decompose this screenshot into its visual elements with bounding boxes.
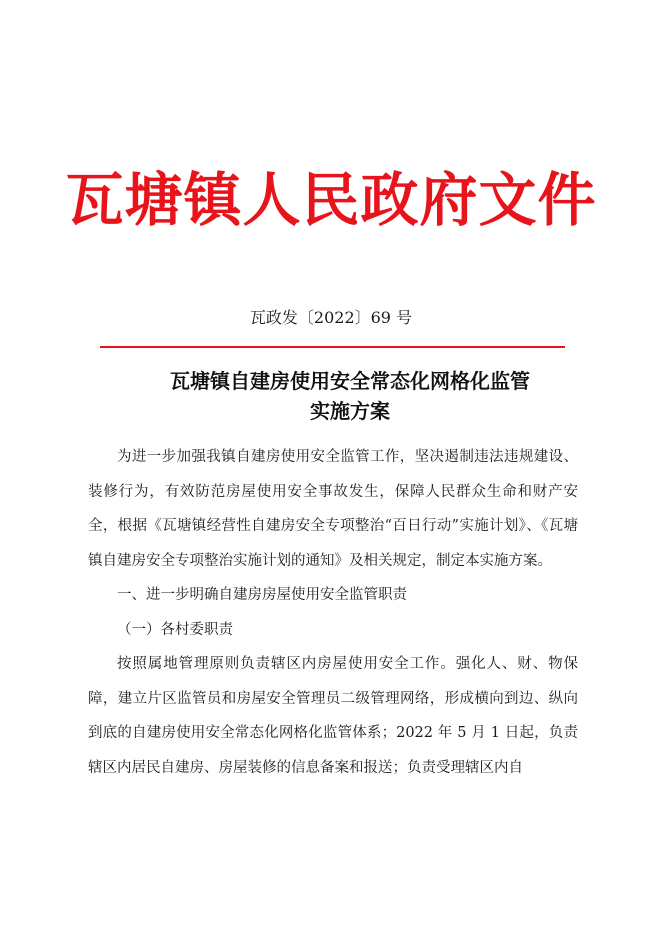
section-heading: 一、进一步明确自建房房屋使用安全监管职责 [117, 587, 407, 603]
intro-paragraph: 为进一步加强我镇自建房使用安全监管工作，坚决遏制违法违规建设、装修行为，有效防范房屋使用安全事故发生，保障人民群众生命和财产安全，根据《瓦塘镇经营性自建房安全专项整治“百日行动”实施计划》、《瓦塘镇自建房安全专项整治实施计划的通知》及相关规定，制定本实施方案。 [88, 449, 578, 569]
subsection-heading: （一）各村委职责 [117, 621, 233, 638]
masthead-title: 瓦塘镇人民政府文件 [65, 166, 597, 234]
document-body [88, 440, 578, 785]
document-title-line-2: 实施方案 [310, 399, 390, 423]
document-title [80, 366, 620, 426]
document-number: 瓦政发〔2022〕69 号 [249, 308, 413, 327]
red-divider-line [100, 346, 565, 348]
document-title-line-1: 瓦塘镇自建房使用安全常态化网格化监管 [170, 369, 530, 393]
subsection-paragraph: 按照属地管理原则负责辖区内房屋使用安全工作。强化人、财、物保障，建立片区监管员和房屋安全管理员二级管理网络，形成横向到边、纵向到底的自建房使用安全常态化网格化监管体系；2022 年 5 月 1 日起，负责辖区内居民自建房、房屋装修的信息备案和报送；负责受理辖区内自 [88, 656, 578, 776]
